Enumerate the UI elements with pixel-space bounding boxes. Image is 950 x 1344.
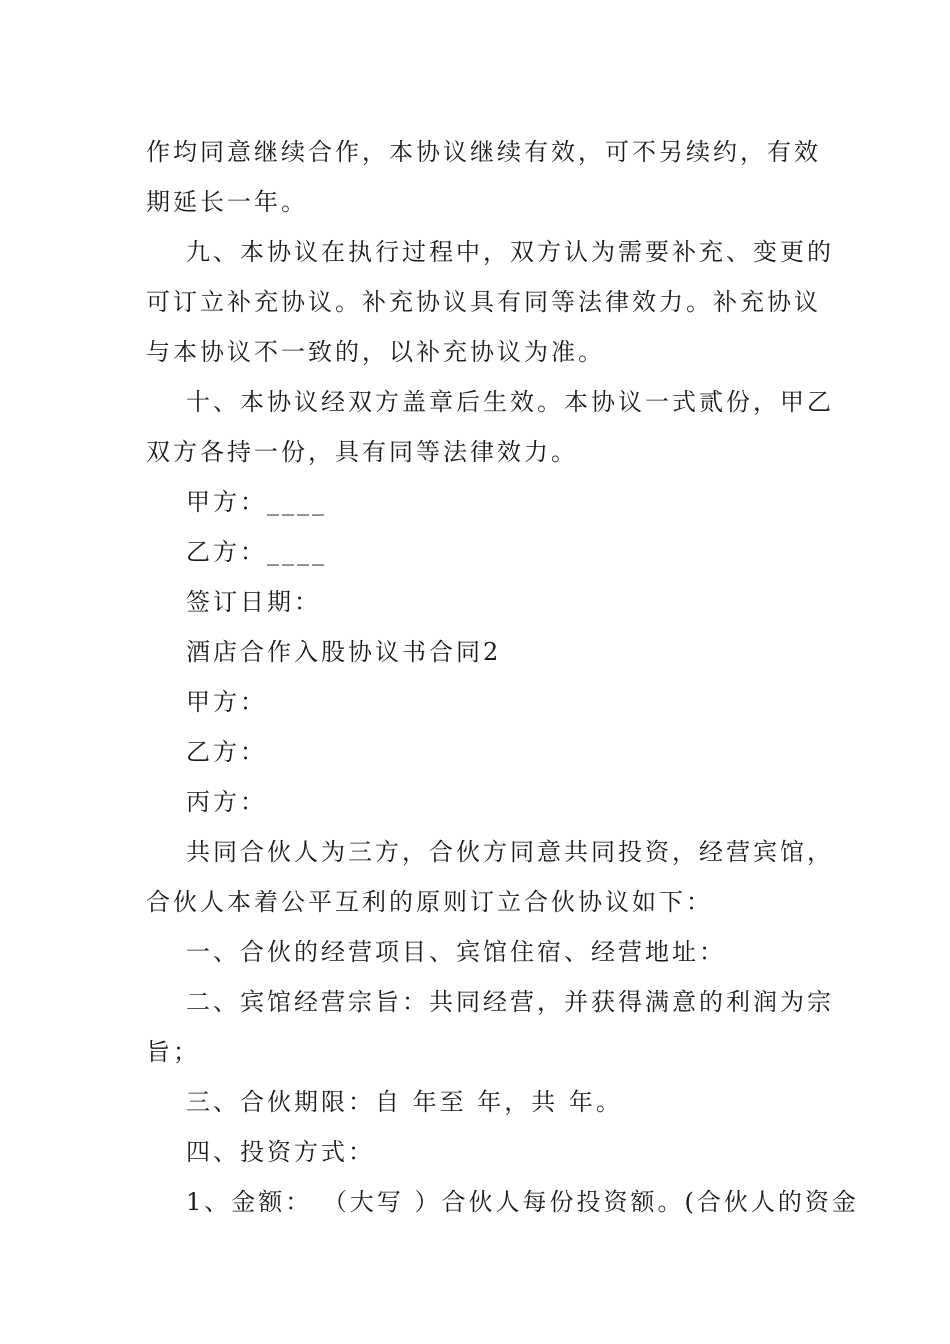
text-line: 四、投资方式： [186,1138,375,1166]
text-line: 乙方： [186,738,267,766]
p-party-a [146,677,808,727]
text-line: 作均同意继续合作，本协议继续有效，可不另续约，有效 [146,138,821,166]
document-body [146,127,859,1227]
p-party-a-sign [146,477,808,527]
text-line: 二、宾馆经营宗旨：共同经营，并获得满意的利润为宗 [186,988,834,1016]
p-clause-10 [146,377,834,477]
text-line: 十、本协议经双方盖章后生效。本协议一式贰份，甲乙 [186,388,834,416]
p-contract-2-title [146,627,808,677]
p-sign-date [146,577,808,627]
text-line: 合伙人本着公平互利的原则订立合伙协议如下： [146,888,713,916]
p-continuation [146,127,821,227]
text-line: 酒店合作入股协议书合同2 [186,638,502,666]
text-line: 丙方： [186,788,267,816]
text-line: 甲方： [186,688,267,716]
text-line: 甲方：____ [186,488,327,516]
text-line: 九、本协议在执行过程中，双方认为需要补充、变更的 [186,238,834,266]
text-line: 签订日期： [186,588,321,616]
text-line: 期延长一年。 [146,188,308,216]
text-line: 可订立补充协议。补充协议具有同等法律效力。补充协议 [146,288,821,316]
p-party-b [146,727,808,777]
p-article-3 [146,1077,808,1127]
p-intro [146,827,834,927]
text-line: 与本协议不一致的，以补充协议为准。 [146,338,605,366]
p-article-1 [146,927,808,977]
text-line: 三、合伙期限：自 年至 年，共 年。 [186,1088,623,1116]
text-line: 双方各持一份，具有同等法律效力。 [146,438,578,466]
text-line: 一、合伙的经营项目、宾馆住宿、经营地址： [186,938,726,966]
text-line: 共同合伙人为三方，合伙方同意共同投资，经营宾馆， [186,838,834,866]
p-party-c [146,777,808,827]
text-line: 乙方：____ [186,538,327,566]
p-article-4-1 [146,1177,859,1227]
text-line: 旨； [146,1038,200,1066]
p-article-4 [146,1127,808,1177]
p-clause-9 [146,227,834,377]
p-party-b-sign [146,527,808,577]
text-line: 1、金额： （大写 ）合伙人每份投资额。(合伙人的资金 [186,1188,859,1216]
p-article-2 [146,977,834,1077]
